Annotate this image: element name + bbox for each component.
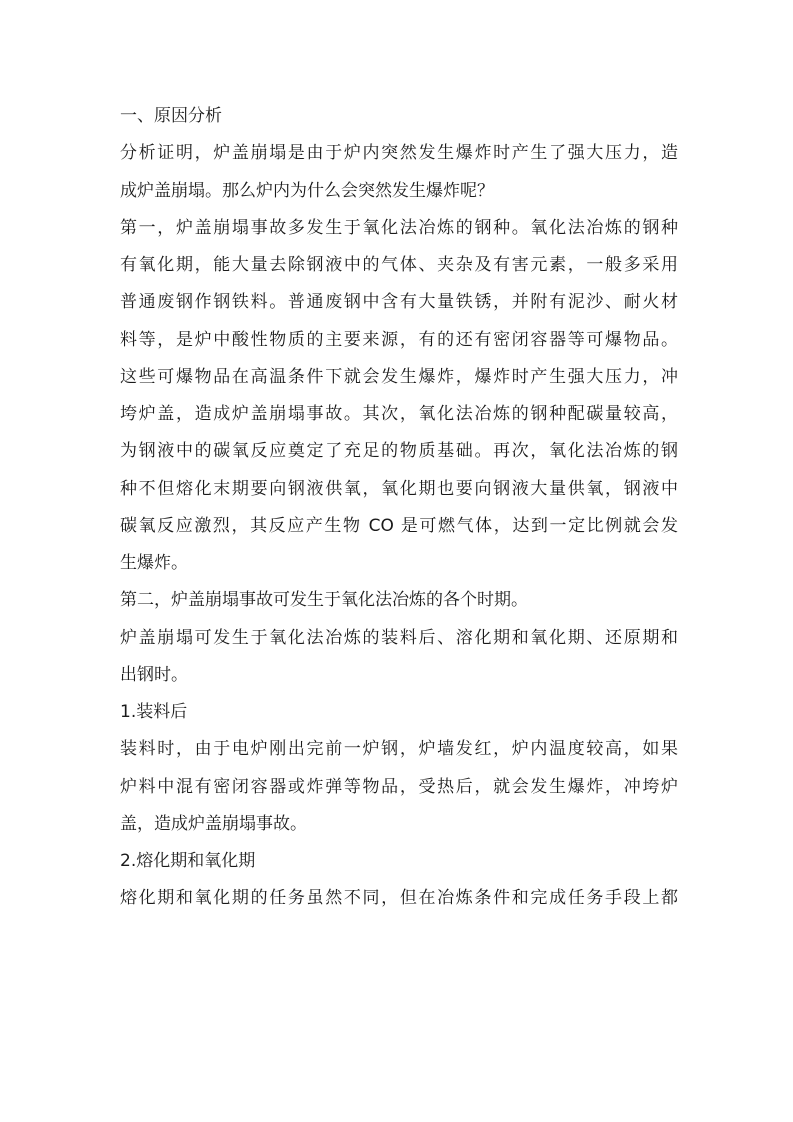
paragraph-line: 为钢液中的碳氧反应奠定了充足的物质基础。再次，氧化法冶炼的钢 xyxy=(120,441,678,462)
paragraph-line: 成炉盖崩塌。那么炉内为什么会突然发生爆炸呢？ xyxy=(120,180,494,201)
paragraph-line: 碳氧反应激烈，其反应产生物 CO 是可燃气体，达到一定比例就会发 xyxy=(120,515,678,536)
paragraph-line: 出钢时。 xyxy=(120,664,188,685)
paragraph-line: 炉料中混有密闭容器或炸弹等物品，受热后，就会发生爆炸，冲垮炉 xyxy=(120,776,678,797)
document-body xyxy=(120,98,678,918)
paragraph-line: 熔化期和氧化期的任务虽然不同，但在冶炼条件和完成任务手段上都 xyxy=(120,888,678,909)
paragraph-line: 炉盖崩塌可发生于氧化法冶炼的装料后、溶化期和氧化期、还原期和 xyxy=(120,627,678,648)
paragraph-line: 种不但熔化末期要向钢液供氧，氧化期也要向钢液大量供氧，钢液中 xyxy=(120,478,678,499)
paragraph-line: 盖，造成炉盖崩塌事故。 xyxy=(120,813,307,834)
paragraph-line: 分析证明，炉盖崩塌是由于炉内突然发生爆炸时产生了强大压力，造 xyxy=(120,143,678,164)
subsection-heading: 2.熔化期和氧化期 xyxy=(120,851,256,871)
section-heading: 一、原因分析 xyxy=(120,106,222,126)
paragraph-line: 第一，炉盖崩塌事故多发生于氧化法冶炼的钢种。氧化法冶炼的钢种 xyxy=(120,217,678,238)
paragraph-line: 料等，是炉中酸性物质的主要来源，有的还有密闭容器等可爆物品。 xyxy=(120,329,678,350)
paragraph-line: 第二，炉盖崩塌事故可发生于氧化法冶炼的各个时期。 xyxy=(120,590,528,611)
paragraph-line: 装料时，由于电炉刚出完前一炉钢，炉墙发红，炉内温度较高，如果 xyxy=(120,739,678,760)
paragraph-line: 垮炉盖，造成炉盖崩塌事故。其次，氧化法冶炼的钢种配碳量较高， xyxy=(120,404,678,424)
subsection-heading: 1.装料后 xyxy=(120,702,188,722)
paragraph-line: 有氧化期，能大量去除钢液中的气体、夹杂及有害元素，一般多采用 xyxy=(120,255,678,275)
paragraph-line: 这些可爆物品在高温条件下就会发生爆炸，爆炸时产生强大压力，冲 xyxy=(120,366,678,387)
paragraph-line: 普通废钢作钢铁料。普通废钢中含有大量铁锈，并附有泥沙、耐火材 xyxy=(120,292,678,313)
paragraph-line: 生爆炸。 xyxy=(120,553,188,573)
